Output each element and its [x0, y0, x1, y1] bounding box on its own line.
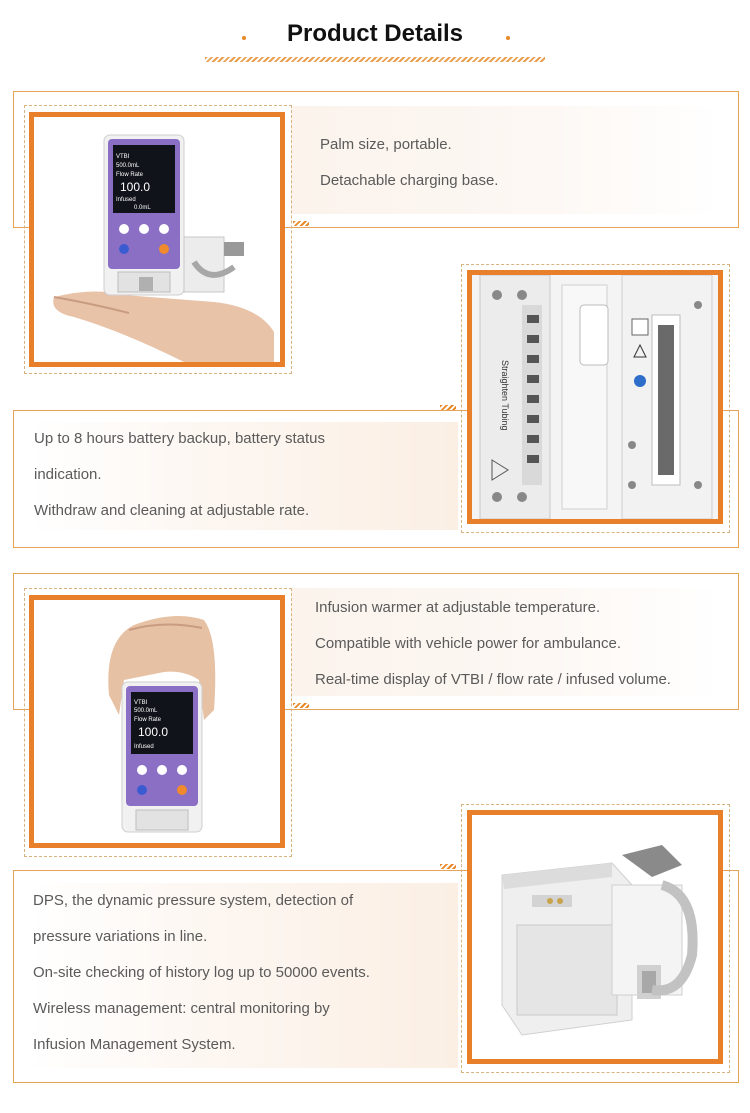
screen-flow-label: Flow Rate [134, 717, 162, 723]
page-title: Product Details [286, 20, 464, 47]
straighten-tubing-label: Straighten Tubing [500, 360, 510, 431]
tubing-mechanism-closeup-photo [467, 270, 723, 524]
screen-infused-value: 0.0mL [134, 205, 151, 211]
feature-line: Palm size, portable. [320, 136, 452, 153]
section-4-text [33, 883, 370, 1063]
title-dot-right [506, 36, 510, 40]
title-dot-left [242, 36, 246, 40]
section-1-text [320, 127, 498, 199]
screen-vtbi-value: 500.0mL [116, 163, 140, 169]
feature-line: Compatible with vehicle power for ambulance. [315, 635, 621, 652]
title-underline-hatch [205, 57, 545, 62]
feature-line: pressure variations in line. [33, 928, 208, 945]
feature-line: Infusion warmer at adjustable temperature. [315, 599, 601, 616]
hatch-accent [293, 703, 309, 708]
hatch-accent [440, 405, 456, 410]
screen-vtbi-label: VTBI [134, 700, 148, 706]
device-held-by-hand-photo [29, 595, 285, 848]
feature-line: Up to 8 hours battery backup, battery status [34, 430, 325, 447]
screen-infused-label: Infused [116, 197, 136, 203]
screen-flow-value: 100.0 [120, 180, 151, 194]
feature-line: Wireless management: central monitoring by [33, 1000, 330, 1017]
screen-flow-value: 100.0 [138, 725, 169, 739]
feature-line: indication. [34, 466, 102, 483]
feature-line: Detachable charging base. [320, 172, 499, 189]
screen-vtbi-value: 500.0mL [134, 708, 158, 714]
hatch-accent [440, 864, 456, 869]
feature-line: On-site checking of history log up to 50000 events. [33, 964, 370, 981]
device-on-palm-photo [29, 112, 285, 367]
device-side-clamp-photo [467, 810, 723, 1064]
screen-flow-label: Flow Rate [116, 172, 144, 178]
hatch-accent [293, 221, 309, 226]
feature-line: Real-time display of VTBI / flow rate / infused volume. [315, 671, 671, 688]
section-2-text [34, 421, 325, 529]
feature-line: Infusion Management System. [33, 1036, 236, 1053]
screen-infused-label: Infused [134, 744, 154, 750]
feature-line: Withdraw and cleaning at adjustable rate. [34, 502, 310, 519]
feature-line: DPS, the dynamic pressure system, detection of [33, 892, 354, 909]
screen-vtbi-label: VTBI [116, 154, 130, 160]
section-3-text [315, 590, 671, 698]
